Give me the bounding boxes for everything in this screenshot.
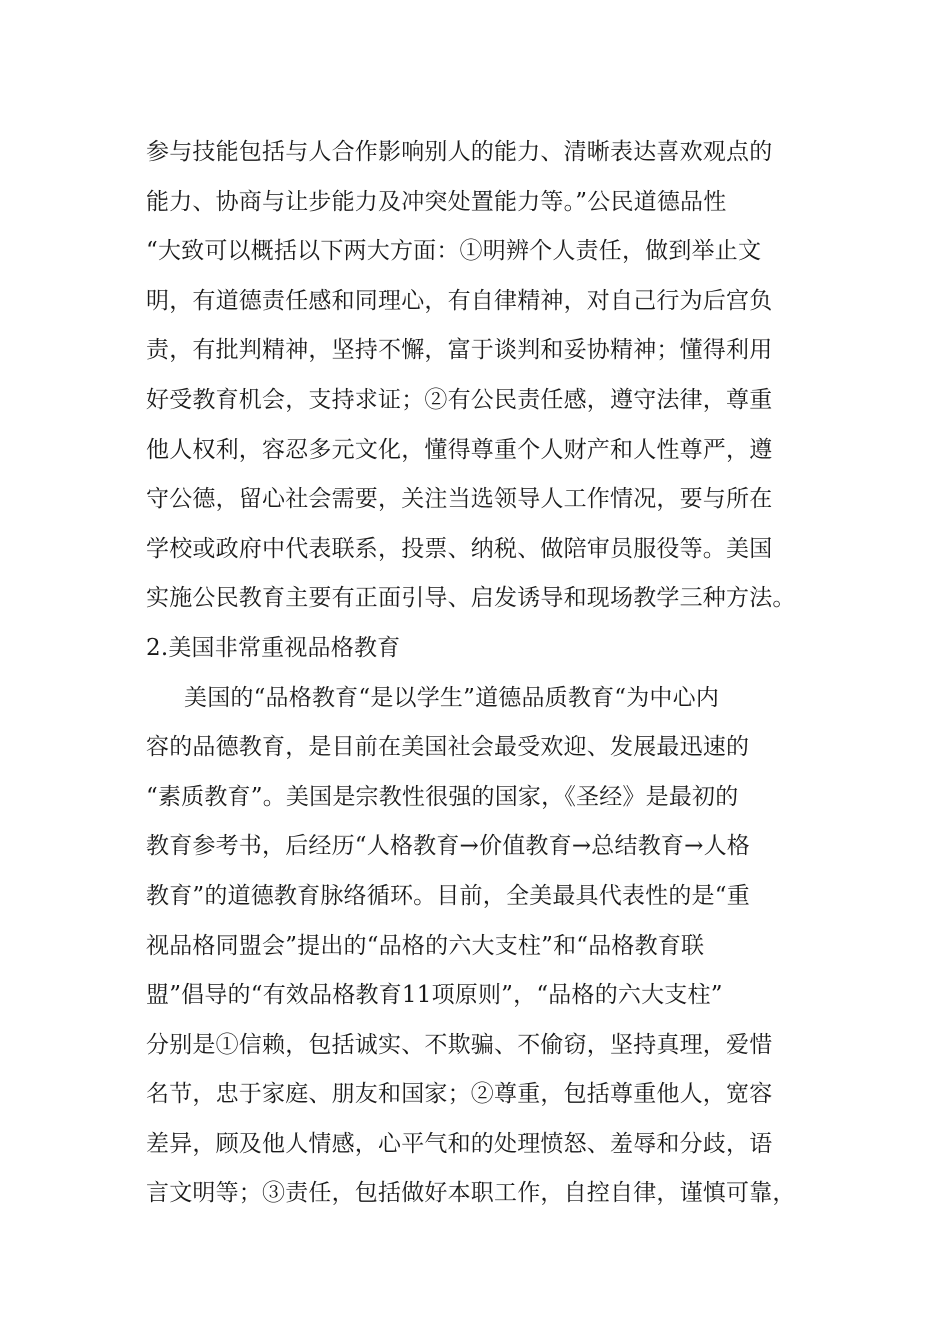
text-line: 教育”的道德教育脉络循环。目前，全美最具代表性的是“重 — [146, 882, 750, 909]
paragraph-first-line: 美国的“品格教育“是以学生”道德品质教育“为中心内 — [184, 684, 720, 711]
text-line: 责，有批判精神，坚持不懈，富于谈判和妥协精神；懂得利用 — [146, 337, 773, 364]
text-line: 差异，顾及他人情感，心平气和的处理愤怒、羞辱和分歧，语 — [146, 1130, 773, 1157]
text-line: 参与技能包括与人合作影响别人的能力、清晰表达喜欢观点的 — [146, 139, 773, 165]
text-line: 盟”倡导的“有效品格教育11项原则”，“品格的六大支柱” — [146, 982, 723, 1009]
text-line: 守公德，留心社会需要，关注当选领导人工作情况，要与所在 — [146, 486, 773, 513]
text-line: 学校或政府中代表联系，投票、纳税、做陪审员服役等。美国 — [146, 535, 773, 562]
text-line: 好受教育机会，支持求证；②有公民责任感，遵守法律，尊重 — [146, 386, 773, 413]
text-line: 分别是①信赖，包括诚实、不欺骗、不偷窃，坚持真理，爱惜 — [146, 1031, 773, 1058]
text-line: 明，有道德责任感和同理心，有自律精神，对自己行为后宫负 — [146, 287, 773, 314]
text-line: 能力、协商与让步能力及冲突处置能力等。”公民道德品性 — [146, 188, 727, 215]
text-line: “大致可以概括以下两大方面：①明辨个人责任，做到举止文 — [146, 238, 762, 265]
text-line: 他人权利，容忍多元文化，懂得尊重个人财产和人性尊严，遵 — [146, 436, 773, 463]
text-line: “素质教育”。美国是宗教性很强的国家，《圣经》是最初的 — [146, 783, 739, 810]
body-text — [146, 128, 836, 1219]
text-line: 教育参考书，后经历“人格教育→价值教育→总结教育→人格 — [146, 833, 750, 860]
text-line: 容的品德教育，是目前在美国社会最受欢迎、发展最迅速的 — [146, 734, 750, 761]
section-heading: 2.美国非常重视品格教育 — [146, 634, 401, 661]
text-line: 视品格同盟会”提出的“品格的六大支柱”和“品格教育联 — [146, 932, 705, 959]
text-line: 名节，忠于家庭、朋友和国家；②尊重，包括尊重他人，宽容 — [146, 1081, 773, 1108]
text-line: 实施公民教育主要有正面引导、启发诱导和现场教学三种方法。 — [146, 585, 796, 612]
text-line: 言文明等；③责任，包括做好本职工作，自控自律，谨慎可靠， — [146, 1180, 796, 1207]
